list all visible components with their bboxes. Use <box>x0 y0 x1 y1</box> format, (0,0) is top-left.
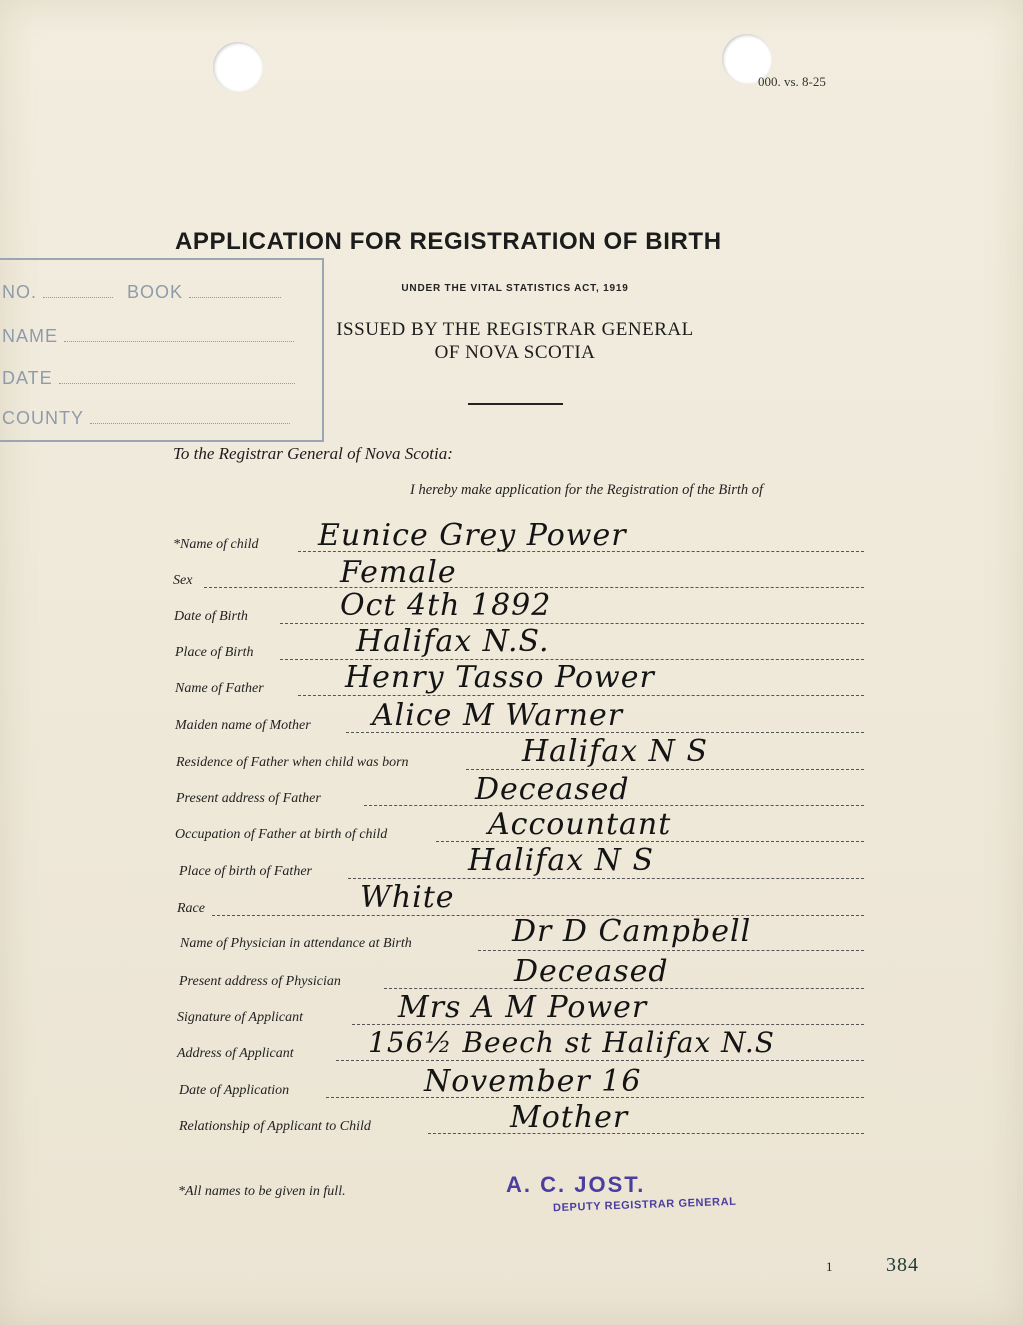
field-label-application-date: Date of Application <box>179 1083 290 1098</box>
field-label-relationship: Relationship of Applicant to Child <box>179 1119 371 1134</box>
field-line <box>298 695 864 696</box>
field-line <box>428 1133 864 1134</box>
field-value-place-of-birth: Halifax N.S. <box>356 624 550 659</box>
footnote: *All names to be given in full. <box>178 1184 346 1199</box>
issuer <box>280 318 750 364</box>
registry-county-label: COUNTY <box>2 408 84 428</box>
registry-date-label: DATE <box>2 368 53 388</box>
field-label-sex: Sex <box>173 573 193 588</box>
field-label-physician-name: Name of Physician in attendance at Birth <box>180 936 412 951</box>
field-value-child-name: Eunice Grey Power <box>318 518 627 553</box>
registrar-stamp-name: A. C. JOST. <box>506 1172 646 1197</box>
field-value-applicant-signature: Mrs A M Power <box>398 990 648 1025</box>
field-label-father-address: Present address of Father <box>176 791 321 806</box>
field-value-physician-name: Dr D Campbell <box>512 914 752 949</box>
issuer-line-2: OF NOVA SCOTIA <box>434 342 596 363</box>
document-number: 384 <box>886 1254 919 1276</box>
punch-hole-left <box>213 42 263 92</box>
field-label-father-birthplace: Place of birth of Father <box>179 864 312 879</box>
field-label-applicant-signature: Signature of Applicant <box>177 1010 303 1025</box>
field-label-father-occupation: Occupation of Father at birth of child <box>175 827 388 842</box>
salutation: To the Registrar General of Nova Scotia: <box>173 444 453 463</box>
registry-no-label: NO. <box>2 282 38 302</box>
field-label-father-residence: Residence of Father when child was born <box>176 755 409 770</box>
field-value-mother-maiden-name: Alice M Warner <box>372 698 624 733</box>
registry-county-row <box>2 408 290 429</box>
field-value-applicant-address: 156½ Beech st Halifax N.S <box>368 1026 775 1059</box>
title-rule <box>468 403 563 405</box>
field-label-child-name: *Name of child <box>173 537 259 552</box>
form-code: 000. vs. 8-25 <box>758 74 826 89</box>
registry-name-row <box>2 326 294 347</box>
field-value-relationship: Mother <box>510 1100 629 1135</box>
registry-date-row <box>2 368 295 389</box>
field-value-date-of-birth: Oct 4th 1892 <box>340 588 552 623</box>
page-title: APPLICATION FOR REGISTRATION OF BIRTH <box>175 228 722 255</box>
intro-text: I hereby make application for the Registration of the Birth of <box>410 482 764 498</box>
field-value-father-residence: Halifax N S <box>522 734 709 769</box>
subtitle: UNDER THE VITAL STATISTICS ACT, 1919 <box>401 283 629 294</box>
field-value-father-birthplace: Halifax N S <box>468 843 655 878</box>
field-label-date-of-birth: Date of Birth <box>174 609 248 624</box>
registry-box <box>0 258 324 442</box>
field-label-applicant-address: Address of Applicant <box>177 1046 294 1061</box>
field-label-father-name: Name of Father <box>175 681 264 696</box>
field-line <box>478 950 864 951</box>
field-label-physician-address: Present address of Physician <box>179 974 341 989</box>
field-label-race: Race <box>177 901 205 916</box>
tick-mark: 1 <box>826 1259 833 1274</box>
field-value-father-address: Deceased <box>475 772 630 807</box>
field-line <box>466 769 864 770</box>
field-value-application-date: November 16 <box>424 1064 642 1099</box>
registry-no-row <box>2 282 281 303</box>
field-value-race: White <box>360 880 455 915</box>
field-value-father-occupation: Accountant <box>488 807 672 842</box>
field-line <box>336 1060 864 1061</box>
field-label-mother-maiden-name: Maiden name of Mother <box>175 718 311 733</box>
registry-book-label: BOOK <box>127 282 184 302</box>
registry-name-label: NAME <box>2 326 59 346</box>
field-value-sex: Female <box>340 555 457 590</box>
field-label-place-of-birth: Place of Birth <box>175 645 254 660</box>
field-value-physician-address: Deceased <box>514 954 669 989</box>
issuer-line-1: ISSUED BY THE REGISTRAR GENERAL <box>336 319 694 340</box>
field-value-father-name: Henry Tasso Power <box>345 660 655 695</box>
registrar-stamp-title: DEPUTY REGISTRAR GENERAL <box>552 1195 737 1215</box>
field-line <box>348 878 864 879</box>
